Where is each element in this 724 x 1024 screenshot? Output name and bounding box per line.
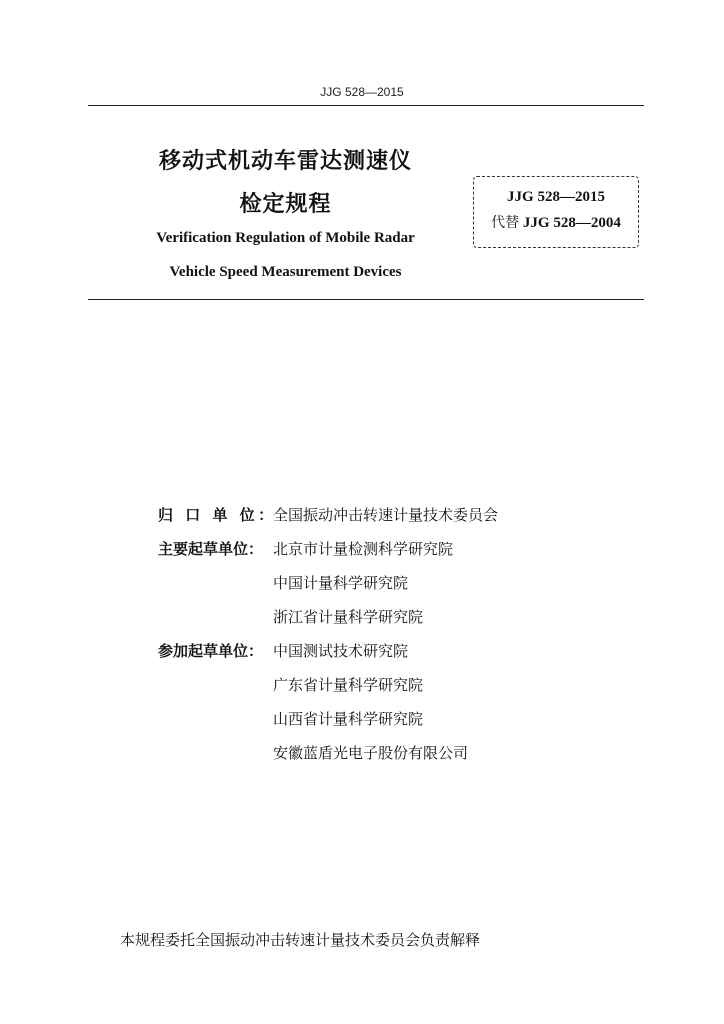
title-chinese-line1: 移动式机动车雷达测速仪 (158, 149, 412, 174)
main-drafting-unit-2: 中国计量科学研究院 (273, 574, 409, 592)
main-drafting-unit-row (0, 538, 724, 562)
top-divider (88, 105, 644, 106)
replaced-standard-line (474, 212, 638, 232)
current-standard-code: JJG 528—2015 (507, 189, 605, 205)
replaced-standard-code: JJG 528—2004 (522, 215, 621, 231)
header-standard-code: JJG 528—2015 (320, 85, 404, 99)
main-drafting-unit-3: 浙江省计量科学研究院 (273, 608, 424, 626)
main-drafting-unit-1: 北京市计量检测科学研究院 (273, 540, 454, 558)
title-english-line1: Verification Regulation of Mobile Radar (156, 230, 415, 246)
title-english-line2: Vehicle Speed Measurement Devices (169, 264, 402, 280)
participating-unit-3: 山西省计量科学研究院 (273, 710, 424, 728)
participating-unit-row (0, 640, 724, 664)
participating-unit-row (0, 674, 724, 698)
participating-unit-row (0, 742, 724, 766)
responsible-unit-value: 全国振动冲击转速计量技术委员会 (273, 506, 499, 524)
responsible-unit-row (0, 504, 724, 528)
interpretation-note: 本规程委托全国振动冲击转速计量技术委员会负责解释 (120, 931, 481, 949)
participating-unit-2: 广东省计量科学研究院 (273, 676, 424, 694)
main-drafting-unit-row (0, 606, 724, 630)
main-drafting-label: 主要起草单位： (158, 540, 264, 558)
participating-unit-1: 中国测试技术研究院 (273, 642, 409, 660)
responsible-unit-label: 归 口 单 位： (158, 506, 277, 524)
participating-label: 参加起草单位： (158, 642, 264, 660)
main-drafting-unit-row (0, 572, 724, 596)
participating-unit-4: 安徽蓝盾光电子股份有限公司 (273, 744, 469, 762)
standard-code-box (473, 176, 639, 248)
title-chinese-line2: 检定规程 (239, 192, 332, 217)
participating-unit-row (0, 708, 724, 732)
replaces-prefix: 代替 (491, 215, 520, 231)
middle-divider (88, 299, 644, 300)
